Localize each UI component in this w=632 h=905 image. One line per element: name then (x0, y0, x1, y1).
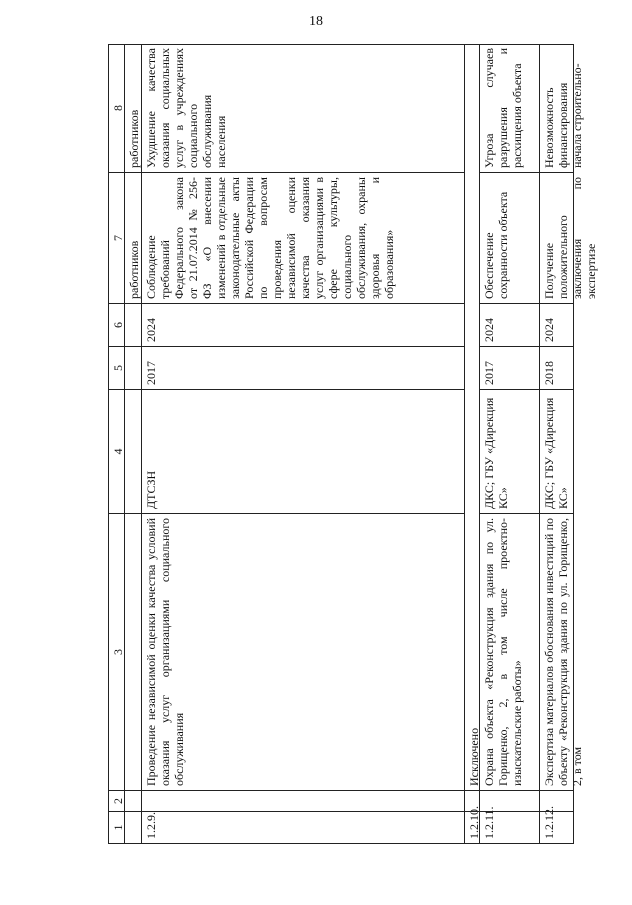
row-1-2-12-risk: Невозможность финансирования начала строительно- (539, 44, 574, 173)
row-1-2-9-task: Проведение независимой оценки качества условий оказания услуг организациями социального обслуживания (141, 514, 464, 791)
cont-cell-1 (124, 812, 141, 844)
cont-cell-3 (124, 514, 141, 791)
header-col-7: 7 (108, 173, 124, 304)
row-1-2-11-result: Обеспечение сохранности объекта (479, 173, 539, 304)
cont-cell-7: работников (124, 173, 141, 304)
row-1-2-9-result: Соблюдение требований Федерального закона от 21.07.2014 № 256-ФЗ «О внесении изменений в отдельные законодательные акты Российской Федерации по вопросам проведения независимой оценки качества оказания услуг организациями в сфере культуры, социального обслуживания, охраны здоровья и образования» (141, 173, 464, 304)
row-1-2-10-number: 1.2.10. (464, 812, 479, 844)
header-col-1: 1 (108, 812, 124, 844)
row-1-2-11-start: 2017 (479, 347, 539, 390)
row-1-2-11-end: 2024 (479, 304, 539, 347)
row-1-2-12-executor: ДКС; ГБУ «Дирекция КС» (539, 390, 574, 514)
plan-table (108, 44, 598, 844)
row-1-2-9-risk: Ухудшение качества оказания социальных услуг в учреждениях социального обслуживания населения (141, 44, 464, 173)
row-1-2-9-number: 1.2.9. (141, 812, 464, 844)
row-1-2-10-col2 (464, 791, 479, 812)
page-number: 18 (309, 14, 323, 29)
rotated-table-frame (108, 44, 598, 844)
row-1-2-11-task: Охрана объекта «Реконструкция здания по ул. Горищенко, 2, в том числе проектно-изыскательские работы» (479, 514, 539, 791)
cont-cell-6 (124, 304, 141, 347)
cont-cell-2 (124, 791, 141, 812)
cont-cell-8: работников (124, 44, 141, 173)
row-1-2-11-risk: Угроза случаев разрушения и расхищения объекта (479, 44, 539, 173)
row-1-2-11-number: 1.2.11. (479, 812, 539, 844)
row-1-2-9-start: 2017 (141, 347, 464, 390)
row-1-2-12-number: 1.2.12. (539, 812, 574, 844)
header-col-4: 4 (108, 390, 124, 514)
header-col-6: 6 (108, 304, 124, 347)
header-col-3: 3 (108, 514, 124, 791)
row-1-2-12-col2 (539, 791, 574, 812)
header-col-2: 2 (108, 791, 124, 812)
cont-cell-5 (124, 347, 141, 390)
row-1-2-9-end: 2024 (141, 304, 464, 347)
row-1-2-12-task: Экспертиза материалов обоснования инвестиций по объекту «Реконструкция здания по ул. Горищенко, 2, в том (539, 514, 574, 791)
row-1-2-11-executor: ДКС; ГБУ «Дирекция КС» (479, 390, 539, 514)
row-1-2-12-end: 2024 (539, 304, 574, 347)
header-col-8: 8 (108, 44, 124, 173)
cont-cell-4 (124, 390, 141, 514)
row-1-2-9-col2 (141, 791, 464, 812)
row-1-2-12-result: Получение положительного заключения по экспертизе (539, 173, 574, 304)
row-1-2-11-col2 (479, 791, 539, 812)
row-1-2-10-excluded: Исключено (464, 44, 479, 791)
header-col-5: 5 (108, 347, 124, 390)
row-1-2-12-start: 2018 (539, 347, 574, 390)
row-1-2-9-executor: ДТСЗН (141, 390, 464, 514)
